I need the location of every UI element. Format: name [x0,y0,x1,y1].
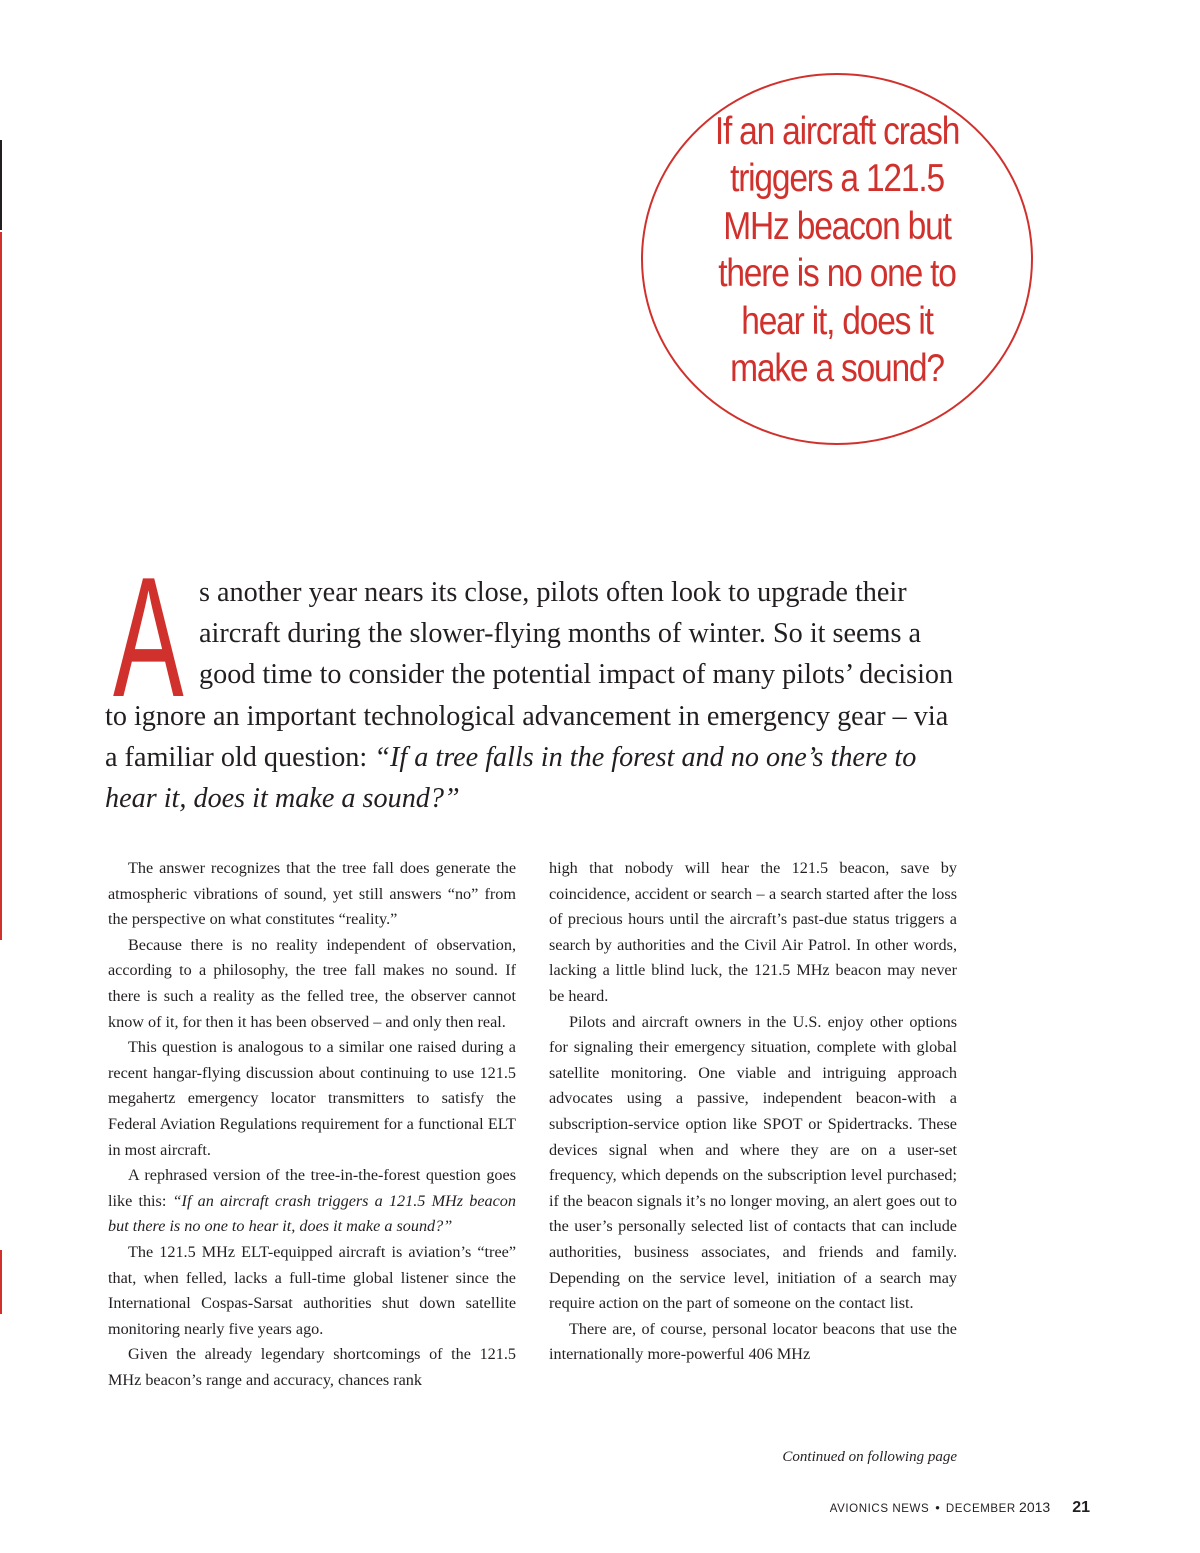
body-paragraph: There are, of course, personal locator beacons that use the internationally more-powerful 406 MHz [549,1319,957,1364]
pull-quote: If an aircraft crash triggers a 121.5 MHz beacon but there is no one to hear it, does it make a sound? [714,109,960,390]
drop-cap: A [113,542,184,733]
body-paragraph: This question is analogous to a similar one raised during a recent hangar-flying discussion about continuing to use 121.5 megahertz emergency locator transmitters to satisfy the Federal Aviation Regulations requirement for a functional ELT in most aircraft. [108,1038,516,1159]
intro-paragraph [105,542,955,819]
body-paragraph: The 121.5 MHz ELT-equipped aircraft is aviation’s “tree” that, when felled, lacks a full-time global listener since the International Cospas-Sarsat authorities shut down satellite monitoring nearly five years ago. [108,1242,516,1338]
body-column-right [549,856,957,1368]
body-paragraph: Given the already legendary shortcomings of the 121.5 MHz beacon’s range and accuracy, chances rank [108,1345,516,1389]
body-quote: “If an aircraft crash triggers a 121.5 MHz beacon but there is no one to hear it, does it make a sound?” [108,1191,516,1236]
intro-text: s another year nears its close, pilots often look to upgrade their aircraft during the slower-flying months of winter. So it seems a good time to consider the potential impact of many pilots’ decision to ignore an important technological advancement in emergency gear – via a familiar old question: [105,577,954,773]
footer-separator: • [935,1500,940,1515]
continued-note: Continued on following page [782,1449,957,1465]
body-paragraph: Pilots and aircraft owners in the U.S. enjoy other options for signaling their emergency situation, complete with global satellite monitoring. One viable and intriguing approach advocates using a passive, independent beacon-with a subscription-service option like SPOT or Spidertracks. These devices signal when and where they are on a user-set frequency, which depends on the subscription level purchased; if the beacon signals it’s no longer moving, an alert goes out to the user’s personally selected list of contacts that can include authorities, business associates, and friends and family. Depending on the service level, initiation of a search may require action on the part of someone on the contact list. [549,1012,957,1313]
publication-name: AVIONICS NEWS [829,1503,930,1515]
page-number: 21 [1072,1499,1090,1516]
pull-quote-circle [641,73,1033,445]
body-paragraph: high that nobody will hear the 121.5 beacon, save by coincidence, accident or search – a search started after the loss of precious hours until the aircraft’s past-due status triggers a search by authorities and the Civil Air Patrol. In other words, lacking a little blind luck, the 121.5 MHz beacon may never be heard. [549,859,957,1005]
body-text: A rephrased version of the tree-in-the-forest question goes like this: [108,1166,516,1210]
page-footer [700,1499,1090,1517]
issue-month: DECEMBER [945,1503,1016,1515]
issue-year: 2013 [1019,1499,1051,1515]
body-paragraph [108,1163,516,1240]
body-column-left [108,856,516,1393]
body-paragraph: Because there is no reality independent of observation, according to a philosophy, the tree fall makes no sound. If there is such a reality as the felled tree, the observer cannot know of it, for then it has been observed – and only then real. [108,935,516,1031]
body-paragraph: The answer recognizes that the tree fall does generate the atmospheric vibrations of sound, yet still answers “no” from the perspective on what constitutes “reality.” [108,859,516,929]
intro-quote: “If a tree falls in the forest and no one’s there to hear it, does it make a sound?” [105,741,917,815]
